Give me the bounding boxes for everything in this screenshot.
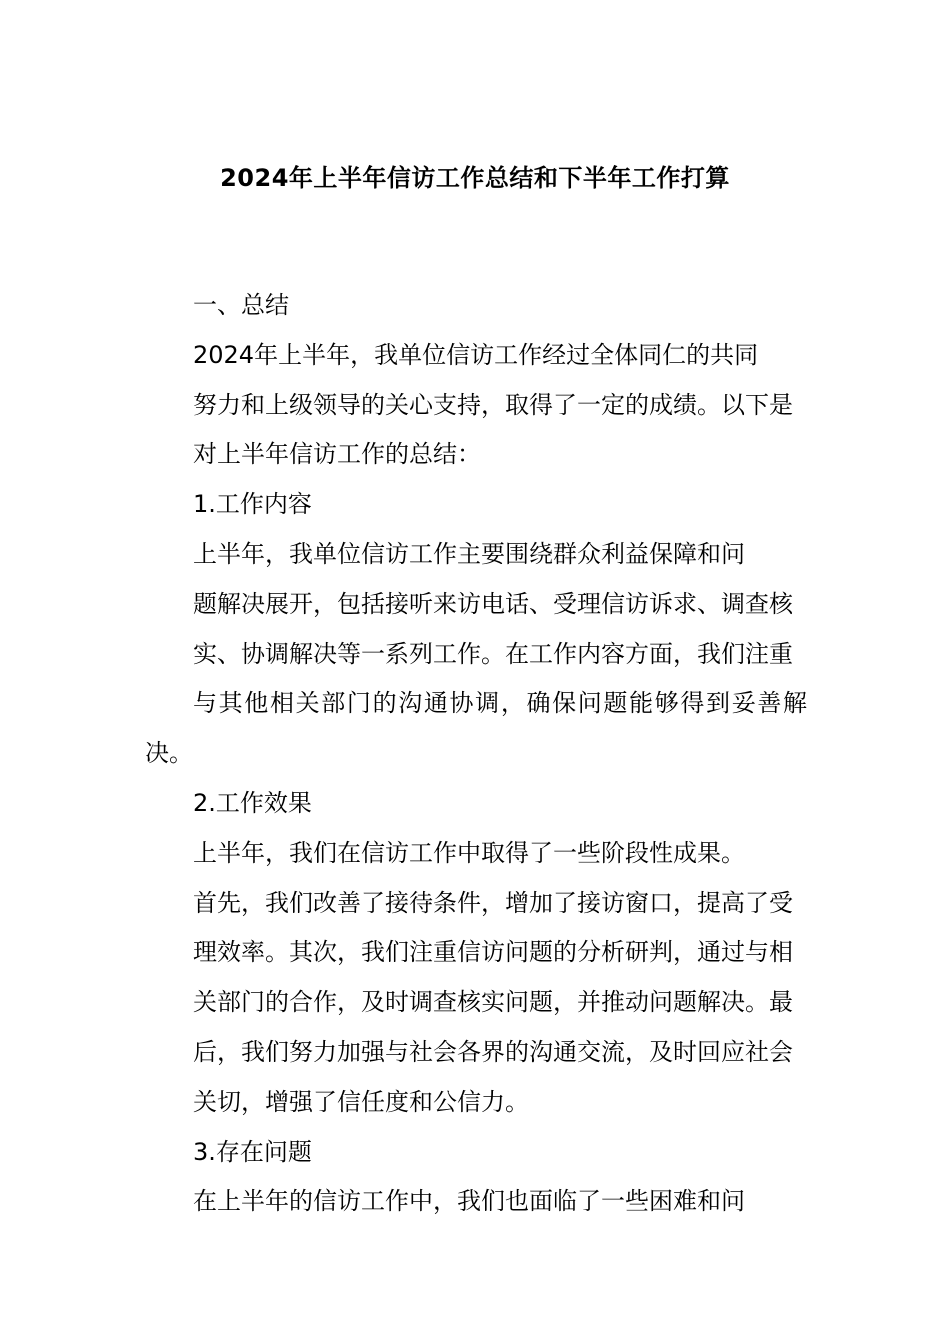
text-line: 在上半年的信访工作中，我们也面临了一些困难和问 [193, 1187, 745, 1216]
text-line: 题解决展开，包括接听来访电话、受理信访诉求、调查核 [193, 589, 793, 618]
text-line: 一、总结 [193, 291, 289, 319]
text-line: 2.工作效果 [193, 788, 312, 817]
text-line: 2024年上半年，我单位信访工作经过全体同仁的共同 [193, 340, 759, 369]
paragraph-existing-problems [145, 1177, 807, 1227]
text-line: 关部门的合作，及时调查核实问题，并推动问题解决。最 [193, 988, 793, 1017]
text-line: 努力和上级领导的关心支持，取得了一定的成绩。以下是 [193, 390, 793, 419]
paragraph-intro [145, 331, 807, 480]
text-line: 实、协调解决等一系列工作。在工作内容方面，我们注重 [193, 639, 793, 668]
subheading-existing-problems [145, 1128, 807, 1178]
text-line: 后，我们努力加强与社会各界的沟通交流，及时回应社会 [193, 1037, 793, 1066]
text-line: 关切，增强了信任度和公信力。 [193, 1087, 529, 1116]
text-line: 对上半年信访工作的总结： [193, 440, 481, 469]
document-body [145, 281, 807, 1227]
subheading-work-content [145, 480, 807, 530]
section-heading-summary [145, 281, 807, 331]
text-line: 上半年，我单位信访工作主要围绕群众利益保障和问 [193, 539, 745, 568]
paragraph-work-effect [145, 829, 807, 1128]
text-line: 首先，我们改善了接待条件，增加了接访窗口，提高了受 [193, 888, 793, 917]
text-line: 理效率。其次，我们注重信访问题的分析研判，通过与相 [193, 938, 793, 967]
text-line: 1.工作内容 [193, 490, 312, 519]
text-line: 上半年，我们在信访工作中取得了一些阶段性成果。 [193, 838, 745, 867]
paragraph-work-content [145, 530, 807, 779]
document-title: 2024年上半年信访工作总结和下半年工作打算 [220, 164, 730, 192]
subheading-work-effect [145, 779, 807, 829]
text-line: 与其他相关部门的沟通协调，确保问题能够得到妥善解决。 [145, 689, 807, 768]
text-line: 3.存在问题 [193, 1137, 312, 1166]
